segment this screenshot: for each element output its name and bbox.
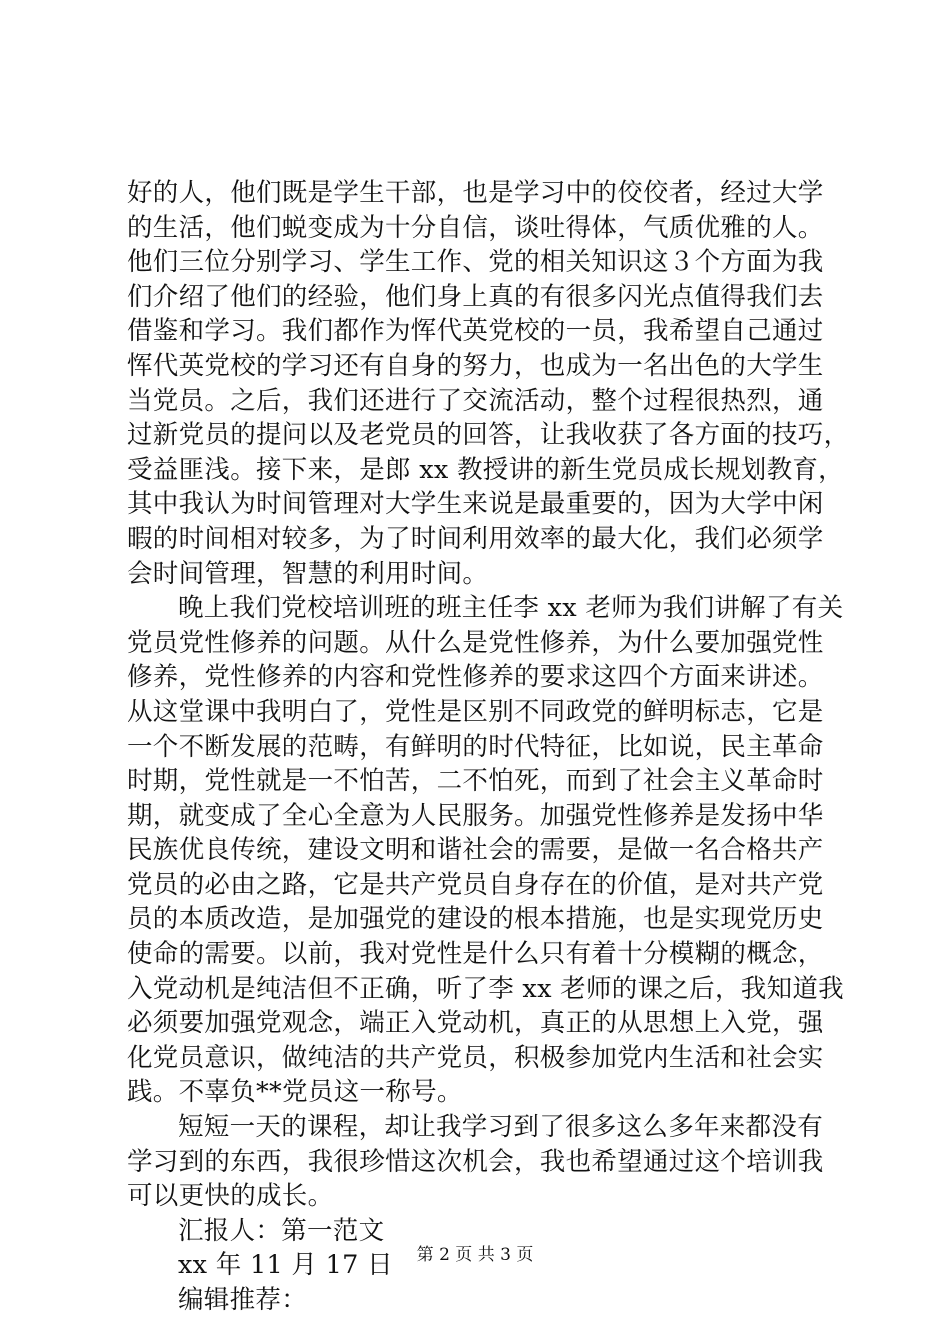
paragraph-1 (127, 176, 850, 591)
text-line: 他们三位分别学习、学生工作、党的相关知识这３个方面为我 (127, 247, 824, 278)
document-body (127, 176, 850, 1318)
text-line: 短短一天的课程，却让我学习到了很多这么多年来都没有 (178, 1112, 824, 1143)
reporter-line: 汇报人：第一范文 (178, 1215, 385, 1246)
text-line: 入党动机是纯洁但不正确，听了李 xx 老师的课之后，我知道我 (127, 973, 844, 1004)
text-line: 们介绍了他们的经验，他们身上真的有很多闪光点值得我们去 (127, 281, 824, 312)
text-line: 暇的时间相对较多，为了时间利用效率的最大化，我们必须学 (127, 523, 824, 554)
text-line: 必须要加强党观念，端正入党动机，真正的从思想上入党，强 (127, 1008, 824, 1039)
text-line: 期，就变成了全心全意为人民服务。加强党性修养是发扬中华 (127, 800, 824, 831)
page-footer: 第 2 页 共 3 页 (416, 1245, 534, 1265)
text-line: 学习到的东西，我很珍惜这次机会，我也希望通过这个培训我 (127, 1146, 824, 1177)
text-line: 可以更快的成长。 (127, 1181, 334, 1212)
text-line: 晚上我们党校培训班的班主任李 xx 老师为我们讲解了有关 (178, 593, 844, 624)
text-line: 从这堂课中我明白了，党性是区别不同政党的鲜明标志，它是 (127, 696, 824, 727)
text-line: 好的人，他们既是学生干部，也是学习中的佼佼者，经过大学 (127, 178, 824, 208)
text-line: 使命的需要。以前，我对党性是什么只有着十分模糊的概念， (127, 939, 824, 970)
text-line: 化党员意识，做纯洁的共产党员，积极参加党内生活和社会实 (127, 1042, 824, 1073)
text-line: 过新党员的提问以及老党员的回答，让我收获了各方面的技巧， (127, 420, 850, 451)
text-line: 会时间管理，智慧的利用时间。 (127, 558, 489, 589)
text-line: 修养，党性修养的内容和党性修养的要求这四个方面来讲述。 (127, 662, 824, 693)
text-line: 当党员。之后，我们还进行了交流活动，整个过程很热烈，通 (127, 385, 824, 416)
text-line: 受益匪浅。接下来，是郎 xx 教授讲的新生党员成长规划教育， (127, 454, 844, 485)
editor-recommend-line: 编辑推荐： (178, 1285, 308, 1315)
text-line: 一个不断发展的范畴，有鲜明的时代特征，比如说，民主革命 (127, 731, 824, 762)
text-line: 恽代英党校的学习还有自身的努力，也成为一名出色的大学生 (127, 350, 824, 381)
text-line: 党员的必由之路，它是共产党员自身存在的价值，是对共产党 (127, 869, 824, 900)
paragraph-2 (127, 591, 847, 1110)
text-line: 的生活，他们蜕变成为十分自信，谈吐得体，气质优雅的人。 (127, 212, 824, 243)
text-line: 践。不辜负**党员这一称号。 (127, 1077, 463, 1108)
text-line: 借鉴和学习。我们都作为恽代英党校的一员，我希望自己通过 (127, 316, 824, 347)
paragraph-3 (127, 1110, 847, 1214)
text-line: 党员党性修养的问题。从什么是党性修养，为什么要加强党性 (127, 627, 824, 658)
text-line: 民族优良传统，建设文明和谐社会的需要，是做一名合格共产 (127, 835, 824, 866)
text-line: 时期，党性就是一不怕苦，二不怕死，而到了社会主义革命时 (127, 766, 824, 797)
text-line: 其中我认为时间管理对大学生来说是最重要的，因为大学中闲 (127, 489, 824, 520)
date-line: xx 年 11 月 17 日 (178, 1250, 393, 1281)
text-line: 员的本质改造，是加强党的建设的根本措施，也是实现党历史 (127, 904, 824, 935)
